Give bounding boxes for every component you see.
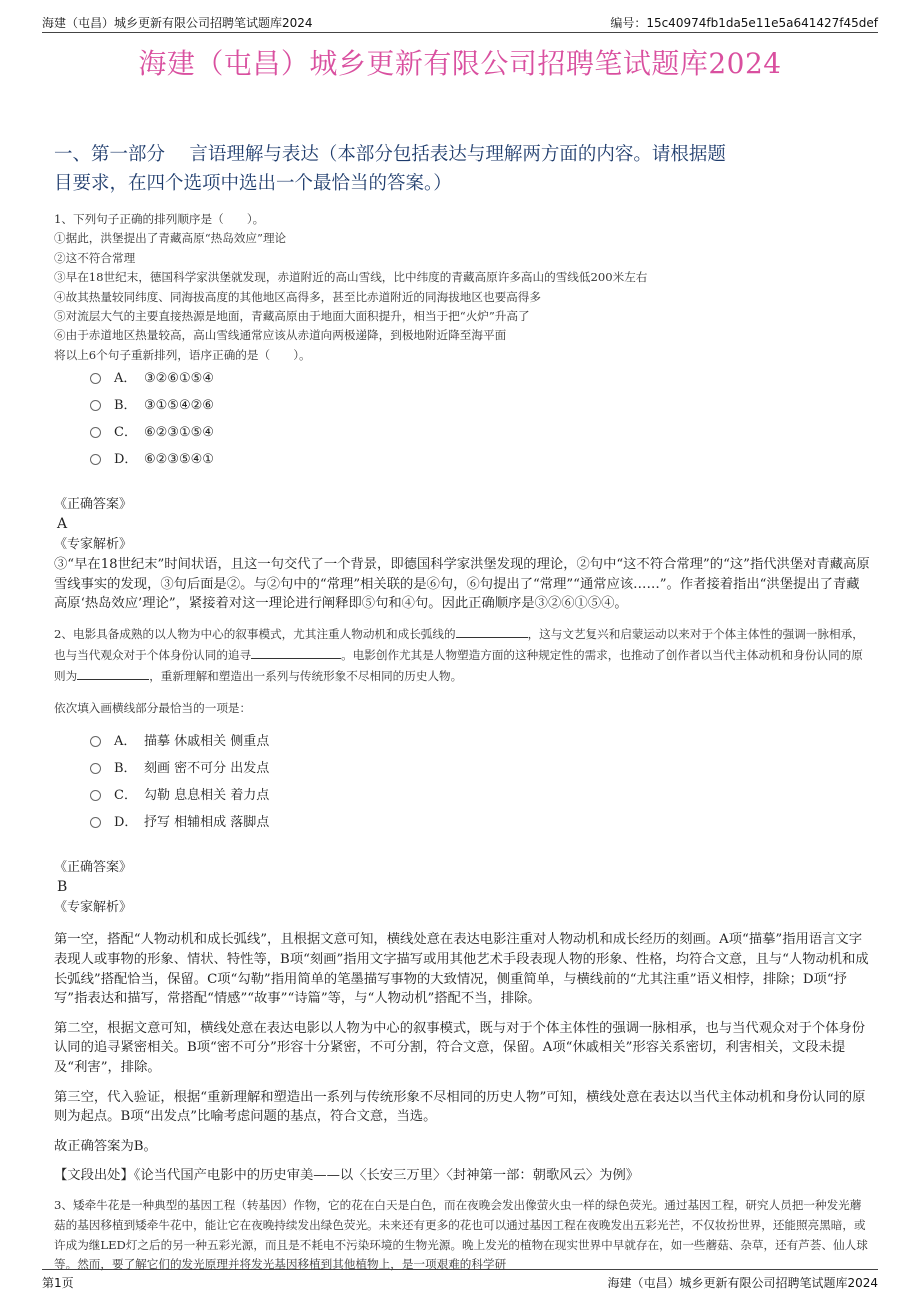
section-heading — [54, 140, 870, 198]
option-text: 抒写 相辅相成 落脚点 — [144, 815, 270, 831]
q1-stem: 1、下列句子正确的排列顺序是（ ）。 — [54, 212, 265, 226]
q1-analysis-label: 《专家解析》 — [54, 537, 133, 553]
option-text: ③①⑤④②⑥ — [144, 398, 214, 414]
radio-icon[interactable] — [90, 454, 101, 465]
radio-icon[interactable] — [90, 817, 101, 828]
radio-icon[interactable] — [90, 790, 101, 801]
q2-stem-part-3: 。电影创作尤其是人物塑造方面的这种规定性的需求，也推动了创作者以当代主体动机和身份认同的原则为 — [54, 648, 863, 684]
header-serial-number: 编号：15c40974fb1da5e11e5a641427f45def — [610, 16, 878, 30]
q2-options — [90, 732, 870, 840]
option-text: ⑥②③①⑤④ — [144, 425, 214, 441]
option-letter: A． — [114, 734, 137, 750]
q2-source: 【文段出处】《论当代国产电影中的历史审美——以〈长安三万里〉〈封神第一部：朝歌风云〉为例》 — [54, 1168, 640, 1184]
q1-sentence-6: ⑥由于赤道地区热量较高，高山雪线通常应该从赤道向两极递降，到极地附近降至海平面 — [54, 328, 507, 343]
q1-option-d[interactable] — [90, 450, 870, 477]
q2-analysis-paragraph: 第二空，根据文意可知，横线处意在表达电影以人物为中心的叙事模式，既与对于个体主体性的强调一脉相承，也与当代观众对于个体身份认同的追寻紧密相关。B项“密不可分”形容十分紧密，不可分割，符合文意，保留。A项“休戚相关”形容关系密切，利害相关，文段未提及“利害”，排除。 — [54, 1020, 866, 1075]
q2-option-a[interactable] — [90, 732, 870, 759]
q1-options — [90, 369, 870, 477]
radio-icon[interactable] — [90, 736, 101, 747]
header-title: 海建（屯昌）城乡更新有限公司招聘笔试题库2024 — [42, 16, 313, 30]
option-text: ③②⑥①⑤④ — [144, 371, 214, 387]
document-body — [54, 140, 870, 1275]
q2-conclusion: 故正确答案为B。 — [54, 1138, 157, 1154]
radio-icon[interactable] — [90, 763, 101, 774]
section-heading-line-2: 目要求，在四个选项中选出一个最恰当的答案。） — [54, 173, 452, 194]
q2-analysis-label: 《专家解析》 — [54, 900, 133, 916]
q1-sentence-1: ①据此，洪堡提出了青藏高原“热岛效应”理论 — [54, 231, 287, 246]
option-text: 描摹 休戚相关 侧重点 — [144, 734, 270, 750]
option-letter: C． — [114, 788, 137, 804]
q1-option-a[interactable] — [90, 369, 870, 396]
option-letter: D． — [114, 815, 138, 831]
radio-icon[interactable] — [90, 373, 101, 384]
question-3: 3、矮牵牛花是一种典型的基因工程（转基因）作物，它的花在白天是白色，而在夜晚会发出像萤火虫一样的绿色荧光。通过基因工程，研究人员把一种发光蘑菇的基因移植到矮牵牛花中，能让它在夜晚持续发出绿色荧光。未来还有更多的花也可以通过基因工程在夜晚发出五彩光芒，不仅妆扮世界，还能照亮黑暗，或许成为继LED灯之后的另一种五彩光源，而且是不耗电不污染环境的生物光源。晚上发光的植物在现实世界中早就存在，如一些蘑菇、杂草，还有芦荟、仙人球等。然而，要了解它们的发光原理并将发光基因移植到其他植物上，是一项艰难的科学研 — [54, 1198, 868, 1272]
q2-answer: B — [57, 879, 68, 896]
q1-sentence-3: ③早在18世纪末，德国科学家洪堡就发现，赤道附近的高山雪线，比中纬度的青藏高原许多高山的雪线低200米左右 — [54, 270, 648, 285]
option-letter: B． — [114, 761, 137, 777]
q2-prompt: 依次填入画横线部分最恰当的一项是： — [54, 701, 252, 716]
q2-stem-part-1: 2、电影具备成熟的以人物为中心的叙事模式，尤其注重人物动机和成长弧线的 — [54, 627, 456, 642]
q1-sentence-5: ⑤对流层大气的主要直接热源是地面，青藏高原由于地面大面积提升，相当于把“火炉”升高了 — [54, 309, 530, 324]
q2-option-b[interactable] — [90, 759, 870, 786]
page-footer — [42, 1269, 878, 1292]
option-text: 刻画 密不可分 出发点 — [144, 761, 270, 777]
q2-stem-part-2: ，这与文艺复兴和启蒙运动以来对于个体主体性的强调一脉相承，也与当代观众对于个体身份认同的追寻 — [54, 627, 864, 663]
q1-sentence-4: ④故其热量较同纬度、同海拔高度的其他地区高得多，甚至比赤道附近的同海拔地区也要高得多 — [54, 289, 541, 304]
q1-prompt: 将以上6个句子重新排列，语序正确的是（ ）。 — [54, 347, 311, 362]
question-2 — [54, 624, 870, 1186]
q2-stem — [54, 624, 870, 687]
question-1 — [54, 210, 870, 614]
page-number: 第1页 — [42, 1276, 74, 1290]
footer-title: 海建（屯昌）城乡更新有限公司招聘笔试题库2024 — [607, 1276, 878, 1290]
q2-blank-2 — [251, 646, 341, 659]
q1-answer-label: 《正确答案》 — [54, 497, 133, 513]
q2-option-d[interactable] — [90, 813, 870, 840]
option-letter: B． — [114, 398, 137, 414]
q1-sentence-2: ②这不符合常理 — [54, 250, 136, 265]
running-header — [42, 12, 878, 33]
q2-option-c[interactable] — [90, 786, 870, 813]
q2-blank-1 — [456, 625, 528, 638]
q2-analysis-paragraph: 第一空，搭配“人物动机和成长弧线”，且根据文意可知，横线处意在表达电影注重对人物动机和成长经历的刻画。A项“描摹”指用语言文字表现人或事物的形象、情状、特性等，B项“刻画”指用文字描写或用其他艺术手段表现人物的形象、性格，均符合文意，且与“人物动机和成长弧线”搭配恰当，保留。C项“勾勒”指用简单的笔墨描写事物的大致情况，侧重简单，与横线前的“尤其注重”语义相悖，排除；D项“抒写”指表达和描写，常搭配“情感”“故事”“诗篇”等，与“人物动机”搭配不当，排除。 — [54, 932, 869, 1007]
section-heading-line-1: 一、第一部分 言语理解与表达（本部分包括表达与理解两方面的内容。请根据题 — [54, 144, 726, 165]
option-letter: D． — [114, 452, 138, 468]
radio-icon[interactable] — [90, 427, 101, 438]
q1-option-c[interactable] — [90, 423, 870, 450]
q1-answer: A — [57, 516, 68, 533]
q2-blank-3 — [77, 667, 149, 680]
option-text: ⑥②③⑤④① — [144, 452, 214, 468]
radio-icon[interactable] — [90, 400, 101, 411]
q1-analysis: ③“早在18世纪末”时间状语，且这一句交代了一个背景，即德国科学家洪堡发现的理论，②句中“这不符合常理”的“这”指代洪堡对青藏高原雪线事实的发现，③句后面是②。与②句中的“常理”相关联的是⑥句，⑥句提出了“常理”“通常应该……”。作者接着指出“洪堡提出了青藏高原‘热岛效应’理论”，紧接着对这一理论进行阐释即⑤句和④句。因此正确顺序是③②⑥①⑤④。 — [54, 557, 870, 612]
q2-analysis-paragraph: 第三空，代入验证，根据“重新理解和塑造出一系列与传统形象不尽相同的历史人物”可知，横线处意在表达以当代主体动机和身份认同的原则为起点。B项“出发点”比喻考虑问题的基点，符合文意，当选。 — [54, 1089, 866, 1125]
option-letter: C． — [114, 425, 137, 441]
document-title: 海建（屯昌）城乡更新有限公司招聘笔试题库2024 — [138, 47, 782, 80]
q2-answer-label: 《正确答案》 — [54, 860, 133, 876]
option-text: 勾勒 息息相关 着力点 — [144, 788, 270, 804]
q1-option-b[interactable] — [90, 396, 870, 423]
q2-stem-part-4: ，重新理解和塑造出一系列与传统形象不尽相同的历史人物。 — [149, 669, 463, 684]
option-letter: A． — [114, 371, 137, 387]
